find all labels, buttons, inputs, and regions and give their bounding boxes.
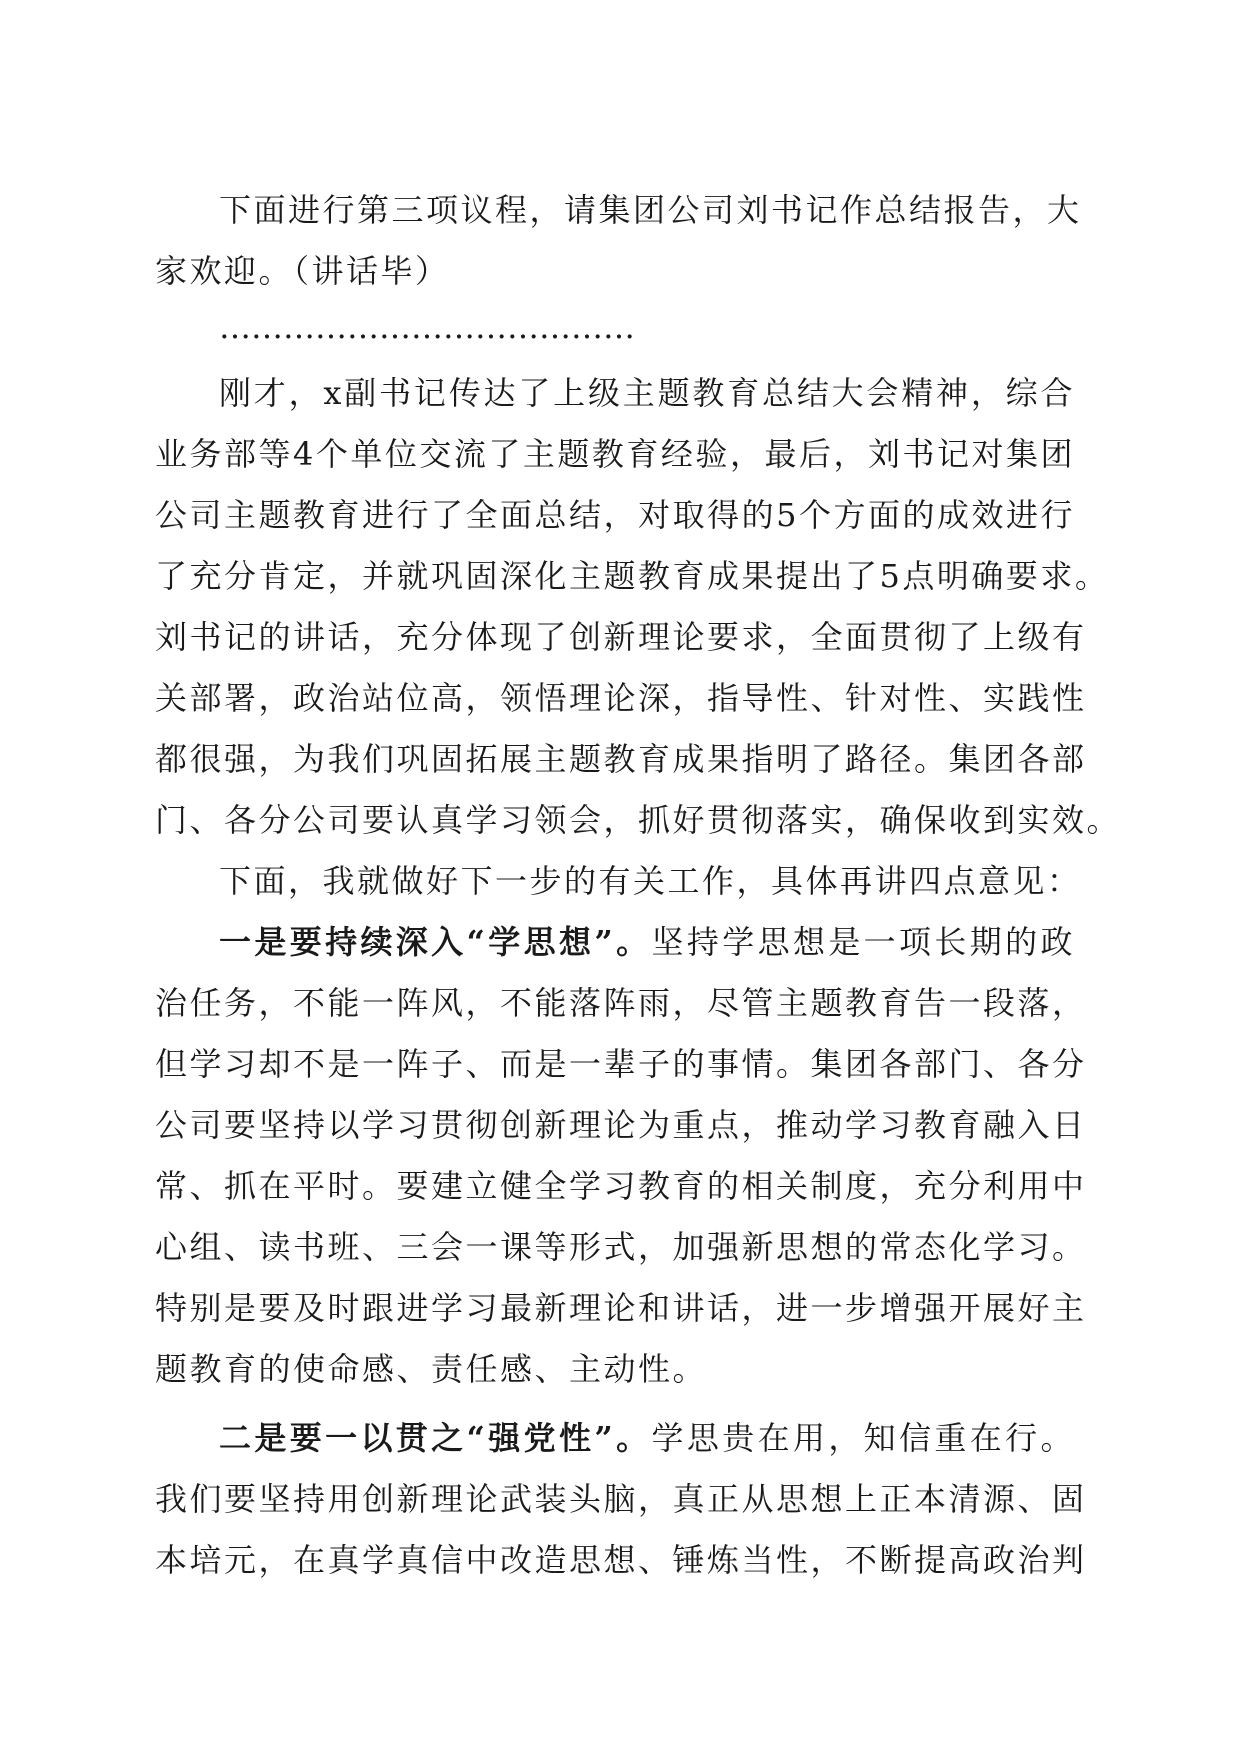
document-body <box>155 180 1122 1591</box>
ellipsis-separator: ………………………………… <box>219 308 635 346</box>
paragraph-line <box>155 1408 1075 1469</box>
section-heading-1: 一是要持续深入“学思想”。 <box>219 923 652 961</box>
paragraph-line: 公司要坚持以学习贯彻创新理论为重点，推动学习教育融入日 <box>155 1106 1087 1144</box>
paragraph-line: 业务部等4个单位交流了主题教育经验，最后，刘书记对集团 <box>155 435 1075 473</box>
paragraph-line: 家欢迎。（讲话毕） <box>155 252 450 290</box>
paragraph-line: 刘书记的讲话，充分体现了创新理论要求，全面贯彻了上级有 <box>155 618 1087 656</box>
section-heading-2: 二是要一以贯之“强党性”。 <box>219 1419 652 1457</box>
paragraph-line: 题教育的使命感、责任感、主动性。 <box>155 1350 708 1388</box>
paragraph-line: 都很强，为我们巩固拓展主题教育成果指明了路径。集团各部 <box>155 740 1087 778</box>
paragraph-line: 关部署，政治站位高，领悟理论深，指导性、针对性、实践性 <box>155 679 1087 717</box>
paragraph-line: 本培元，在真学真信中改造思想、锤炼当性，不断提高政治判 <box>155 1541 1087 1579</box>
paragraph-line <box>155 912 1075 973</box>
paragraph-line: 刚才，x副书记传达了上级主题教育总结大会精神，综合 <box>219 374 1075 412</box>
paragraph-line: 我们要坚持用创新理论武装头脑，真正从思想上正本清源、固 <box>155 1480 1087 1518</box>
paragraph-text: 学思贵在用，知信重在行。 <box>651 1419 1075 1457</box>
paragraph-line: 治任务，不能一阵风，不能落阵雨，尽管主题教育告一段落， <box>155 984 1087 1022</box>
paragraph-line: 下面，我就做好下一步的有关工作，具体再讲四点意见： <box>219 862 1082 900</box>
paragraph-line: 但学习却不是一阵子、而是一辈子的事情。集团各部门、各分 <box>155 1045 1087 1083</box>
paragraph-line: 特别是要及时跟进学习最新理论和讲话，进一步增强开展好主 <box>155 1289 1087 1327</box>
paragraph-line: 心组、读书班、三会一课等形式，加强新思想的常态化学习。 <box>155 1228 1087 1266</box>
paragraph-line: 下面进行第三项议程，请集团公司刘书记作总结报告，大 <box>219 191 1082 229</box>
paragraph-line: 了充分肯定，并就巩固深化主题教育成果提出了5点明确要求。 <box>155 557 1110 595</box>
paragraph-text: 坚持学思想是一项长期的政 <box>651 923 1075 961</box>
paragraph-line: 常、抓在平时。要建立健全学习教育的相关制度，充分利用中 <box>155 1167 1087 1205</box>
paragraph-line: 公司主题教育进行了全面总结，对取得的5个方面的成效进行 <box>155 496 1075 534</box>
paragraph-line: 门、各分公司要认真学习领会，抓好贯彻落实，确保收到实效。 <box>155 801 1122 839</box>
